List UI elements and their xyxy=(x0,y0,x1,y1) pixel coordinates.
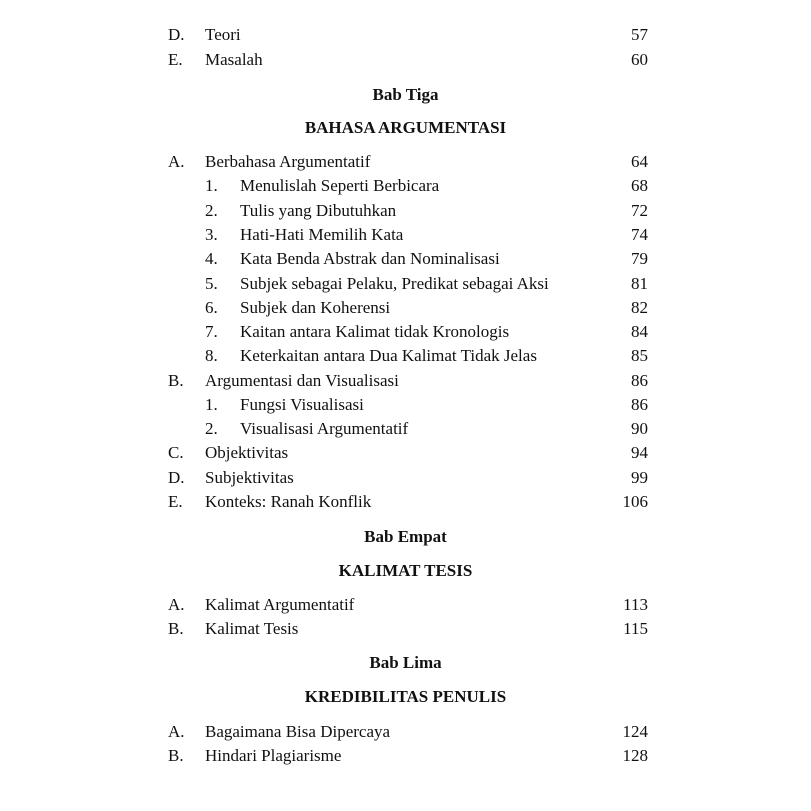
entry-page-number: 115 xyxy=(623,619,648,638)
entry-title: Teori xyxy=(205,25,241,44)
entry-label: A. xyxy=(168,595,185,614)
toc-entry xyxy=(0,721,811,743)
toc-subentry xyxy=(0,418,811,440)
toc-subentry xyxy=(0,175,811,197)
entry-label: B. xyxy=(168,746,184,765)
entry-label: D. xyxy=(168,468,185,487)
entry-title: Kaitan antara Kalimat tidak Kronologis xyxy=(240,322,510,341)
entry-title: Hindari Plagiarisme xyxy=(205,746,342,765)
toc-subentry xyxy=(0,200,811,222)
toc-entry xyxy=(0,151,811,173)
chapter-heading: Bab Tiga xyxy=(372,85,439,104)
toc-subentry xyxy=(0,273,811,295)
entry-page-number: 60 xyxy=(631,50,648,69)
entry-label: 4. xyxy=(205,249,218,268)
entry-page-number: 64 xyxy=(631,152,648,171)
entry-label: 2. xyxy=(205,201,218,220)
entry-title: Subjek dan Koherensi xyxy=(240,298,391,317)
toc-entry xyxy=(0,442,811,464)
toc-entry xyxy=(0,49,811,71)
entry-page-number: 128 xyxy=(622,746,648,765)
entry-title: Fungsi Visualisasi xyxy=(240,395,364,414)
toc-entry xyxy=(0,745,811,767)
toc-subentry xyxy=(0,394,811,416)
entry-label: 3. xyxy=(205,225,218,244)
entry-page-number: 94 xyxy=(631,443,648,462)
entry-page-number: 85 xyxy=(631,346,648,365)
entry-page-number: 99 xyxy=(631,468,648,487)
entry-label: E. xyxy=(168,50,183,69)
toc-subentry xyxy=(0,345,811,367)
entry-title: Visualisasi Argumentatif xyxy=(240,419,409,438)
entry-page-number: 74 xyxy=(631,225,648,244)
toc-subentry xyxy=(0,224,811,246)
entry-page-number: 84 xyxy=(631,322,648,341)
entry-title: Hati-Hati Memilih Kata xyxy=(240,225,404,244)
entry-page-number: 86 xyxy=(631,371,648,390)
entry-title: Masalah xyxy=(205,50,263,69)
toc-subentry xyxy=(0,297,811,319)
entry-label: C. xyxy=(168,443,184,462)
entry-page-number: 82 xyxy=(631,298,648,317)
toc-entry xyxy=(0,618,811,640)
entry-page-number: 79 xyxy=(631,249,648,268)
chapter-heading: BAHASA ARGUMENTASI xyxy=(304,118,507,137)
entry-page-number: 106 xyxy=(622,492,648,511)
toc-subentry xyxy=(0,248,811,270)
entry-label: B. xyxy=(168,619,184,638)
entry-page-number: 86 xyxy=(631,395,648,414)
entry-title: Kata Benda Abstrak dan Nominalisasi xyxy=(240,249,500,268)
chapter-heading: Bab Lima xyxy=(369,653,442,672)
entry-title: Keterkaitan antara Dua Kalimat Tidak Jelas xyxy=(240,346,537,365)
entry-label: E. xyxy=(168,492,183,511)
entry-title: Konteks: Ranah Konflik xyxy=(205,492,372,511)
entry-label: 1. xyxy=(205,395,218,414)
toc-subentry xyxy=(0,321,811,343)
entry-title: Berbahasa Argumentatif xyxy=(205,152,371,171)
entry-title: Objektivitas xyxy=(205,443,289,462)
chapter-heading: KREDIBILITAS PENULIS xyxy=(304,687,507,706)
toc-entry xyxy=(0,594,811,616)
entry-title: Kalimat Argumentatif xyxy=(205,595,355,614)
entry-label: 6. xyxy=(205,298,218,317)
entry-page-number: 57 xyxy=(631,25,648,44)
entry-label: 8. xyxy=(205,346,218,365)
toc-entry xyxy=(0,491,811,513)
entry-label: 7. xyxy=(205,322,218,341)
entry-page-number: 68 xyxy=(631,176,648,195)
entry-page-number: 113 xyxy=(623,595,648,614)
entry-page-number: 90 xyxy=(631,419,648,438)
entry-title: Kalimat Tesis xyxy=(205,619,299,638)
toc-entry xyxy=(0,24,811,46)
entry-label: 1. xyxy=(205,176,218,195)
entry-label: 5. xyxy=(205,274,218,293)
entry-label: D. xyxy=(168,25,185,44)
entry-label: 2. xyxy=(205,419,218,438)
entry-label: A. xyxy=(168,722,185,741)
chapter-heading: KALIMAT TESIS xyxy=(338,561,473,580)
entry-title: Bagaimana Bisa Dipercaya xyxy=(205,722,391,741)
entry-title: Menulislah Seperti Berbicara xyxy=(240,176,440,195)
entry-title: Subjek sebagai Pelaku, Predikat sebagai Aksi xyxy=(240,274,549,293)
entry-title: Tulis yang Dibutuhkan xyxy=(240,201,397,220)
entry-label: B. xyxy=(168,371,184,390)
entry-page-number: 81 xyxy=(631,274,648,293)
entry-label: A. xyxy=(168,152,185,171)
entry-page-number: 124 xyxy=(622,722,648,741)
entry-title: Subjektivitas xyxy=(205,468,294,487)
chapter-heading: Bab Empat xyxy=(364,527,447,546)
entry-title: Argumentasi dan Visualisasi xyxy=(205,371,399,390)
entry-page-number: 72 xyxy=(631,201,648,220)
toc-entry xyxy=(0,467,811,489)
toc-entry xyxy=(0,370,811,392)
